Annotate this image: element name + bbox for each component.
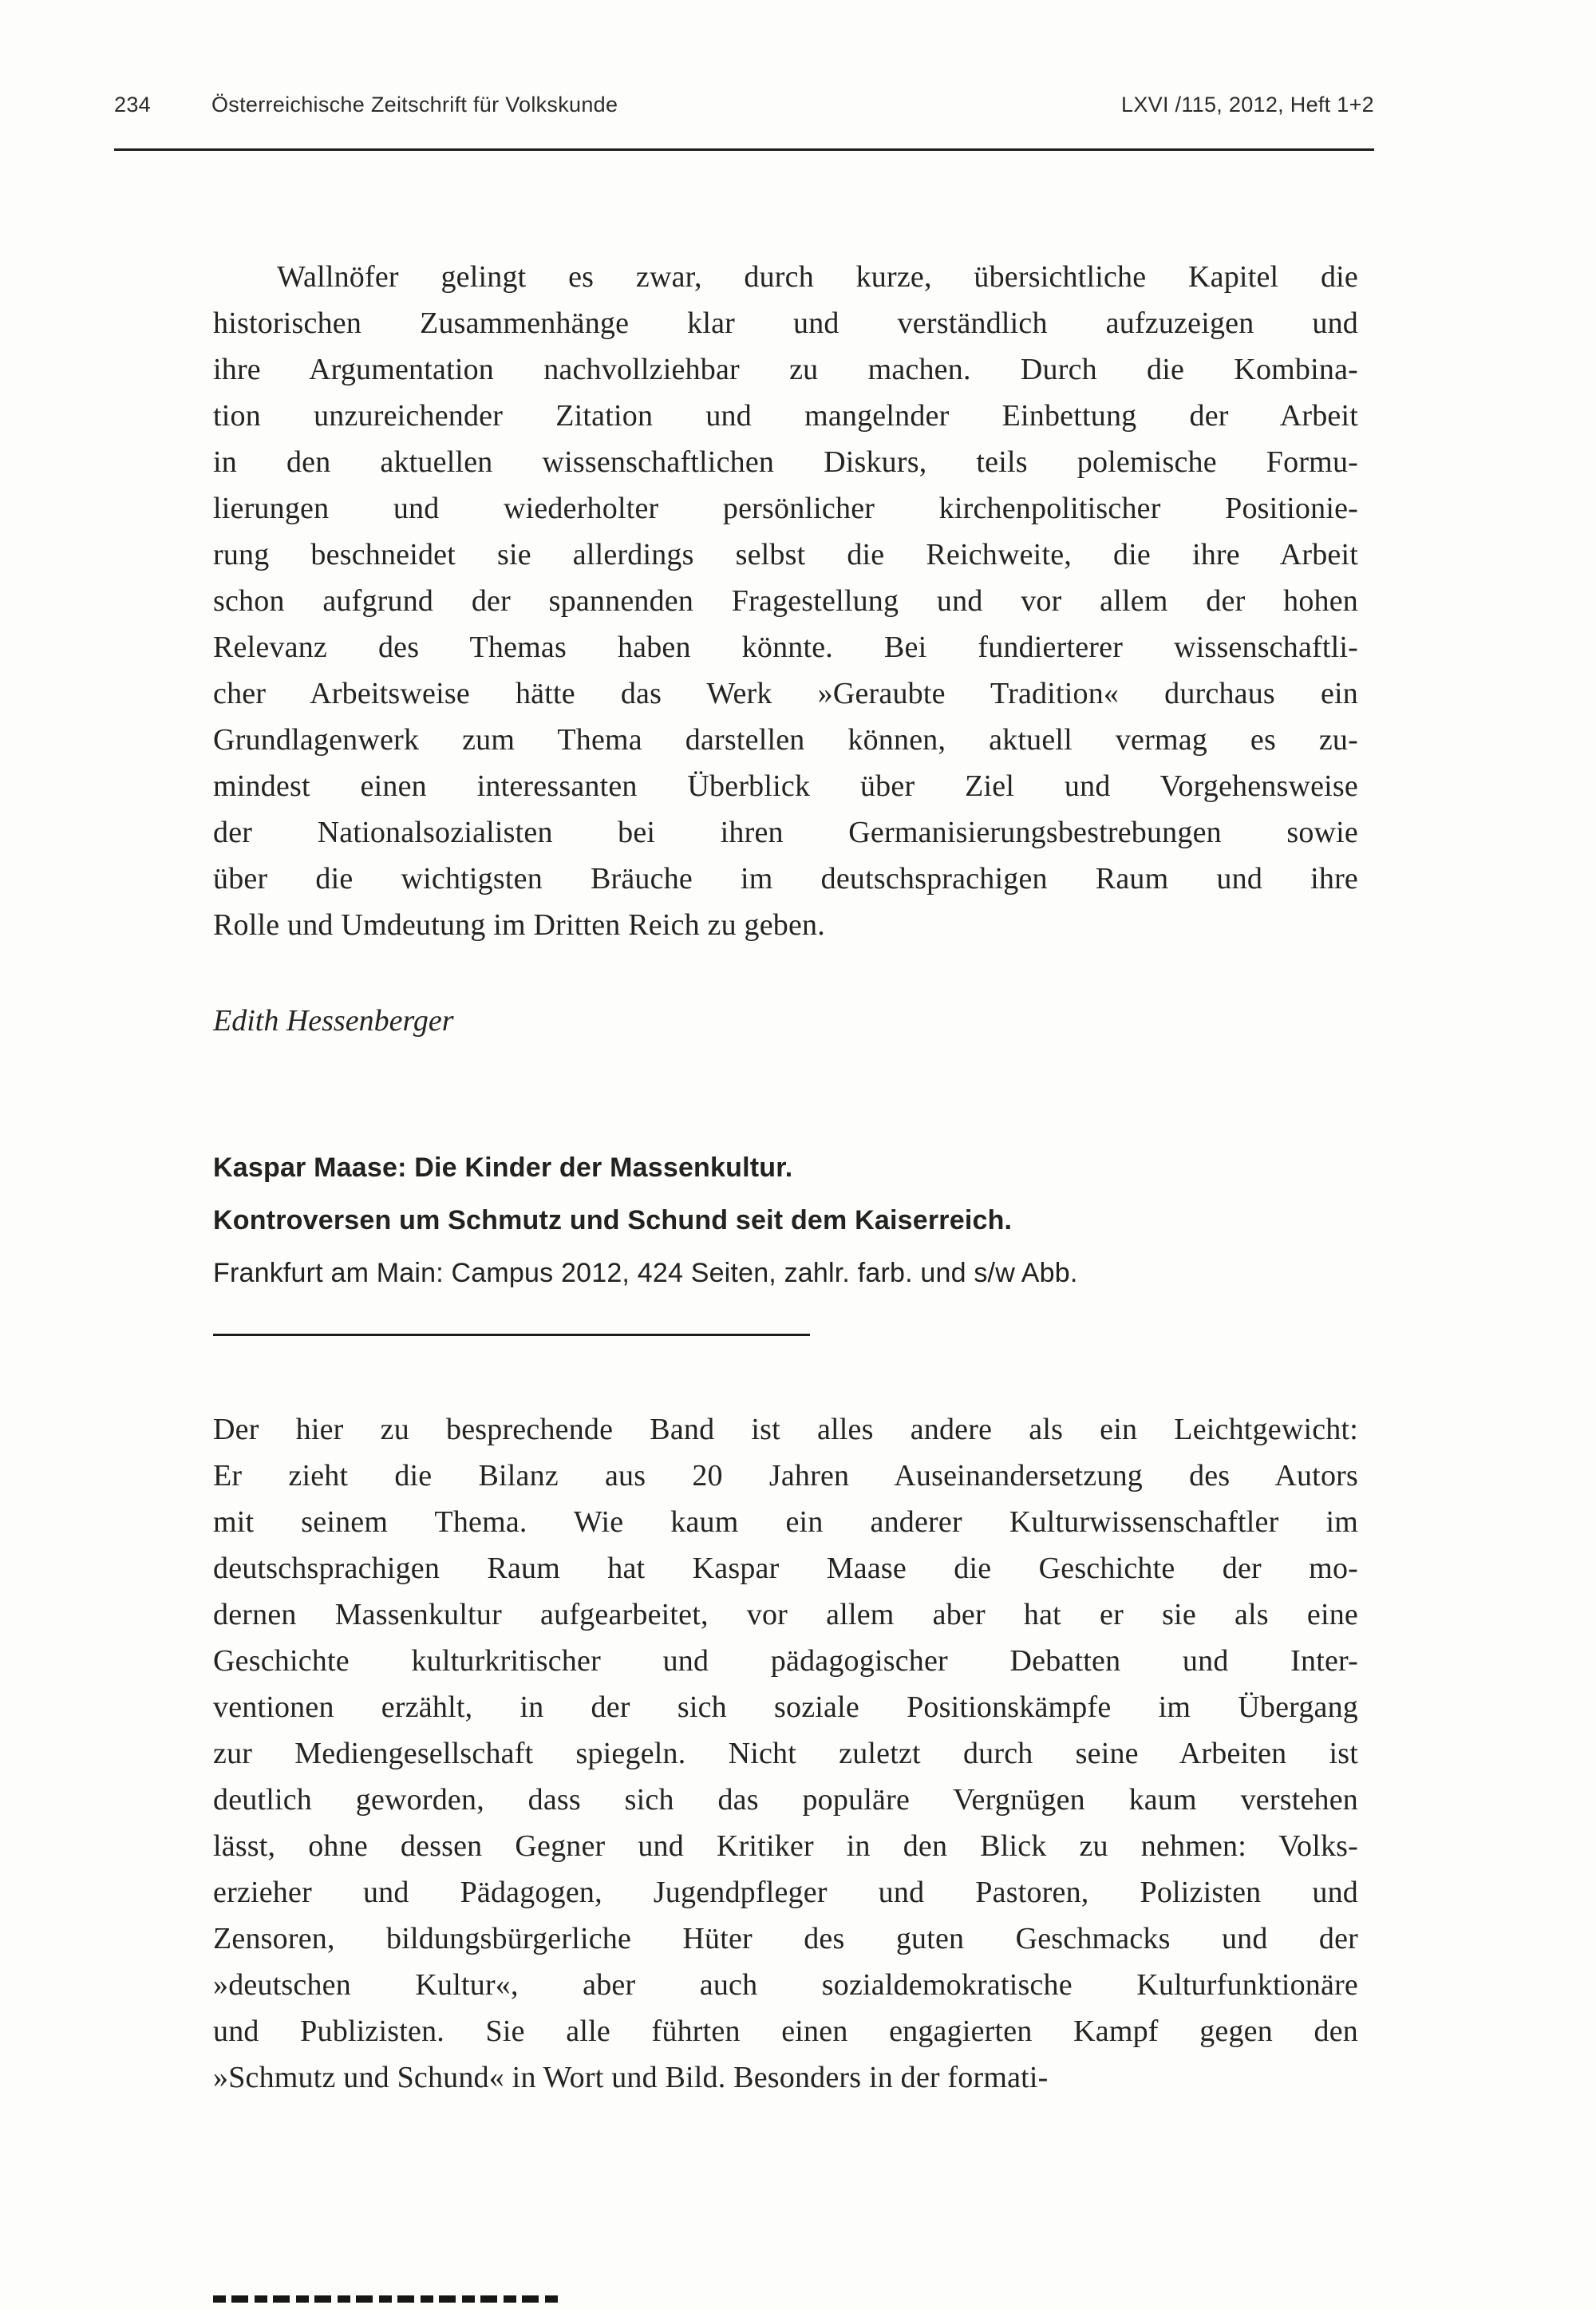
reviewer-byline: Edith Hessenberger — [213, 1004, 454, 1038]
paragraph-line: dernen Massenkultur aufgearbeitet, vor allem aber hat er sie als eine — [213, 1598, 1358, 1631]
paragraph-line: zur Mediengesellschaft spiegeln. Nicht zuletzt durch seine Arbeiten ist — [213, 1737, 1358, 1770]
paragraph-line: lässt, ohne dessen Gegner und Kritiker in den Blick zu nehmen: Volks- — [213, 1829, 1358, 1863]
issue-info: LXVI /115, 2012, Heft 1+2 — [1121, 93, 1374, 117]
book-citation — [213, 1141, 1358, 1299]
paragraph-line: rung beschneidet sie allerdings selbst die Reichweite, die ihre Arbeit — [213, 538, 1358, 571]
paragraph-line: »Schmutz und Schund« in Wort und Bild. Besonders in der formati- — [213, 2061, 1049, 2094]
paragraph-line: historischen Zusammenhänge klar und verständlich aufzuzeigen und — [213, 306, 1358, 340]
paragraph-line: Relevanz des Themas haben könnte. Bei fundierterer wissenschaftli- — [213, 631, 1358, 664]
page-number: 234 — [114, 93, 151, 117]
paragraph-line: über die wichtigsten Bräuche im deutschsprachigen Raum und ihre — [213, 862, 1358, 896]
paragraph-line: ihre Argumentation nachvollziehbar zu machen. Durch die Kombina- — [213, 353, 1358, 386]
paragraph-line: deutlich geworden, dass sich das populäre Vergnügen kaum verstehen — [213, 1783, 1358, 1817]
book-title-line-1: Kaspar Maase: Die Kinder der Massenkultur. — [213, 1153, 793, 1183]
header-rule — [114, 148, 1374, 151]
citation-rule — [213, 1334, 810, 1336]
paragraph-line: lierungen und wiederholter persönlicher kirchenpolitischer Positionie- — [213, 492, 1358, 525]
paragraph-line: cher Arbeitsweise hätte das Werk »Geraubte Tradition« durchaus ein — [213, 677, 1358, 710]
journal-title: Österreichische Zeitschrift für Volkskunde — [211, 93, 618, 117]
paragraph-line: Geschichte kulturkritischer und pädagogischer Debatten und Inter- — [213, 1644, 1358, 1678]
paragraph-line: Zensoren, bildungsbürgerliche Hüter des guten Geschmacks und der — [213, 1922, 1358, 1955]
paragraph-line: ventionen erzählt, in der sich soziale Positionskämpfe im Übergang — [213, 1690, 1358, 1724]
paragraph-line: der Nationalsozialisten bei ihren Germanisierungsbestrebungen sowie — [213, 816, 1358, 849]
book-title-line-2: Kontroversen um Schmutz und Schund seit dem Kaiserreich. — [213, 1205, 1013, 1236]
paragraph-line: erzieher und Pädagogen, Jugendpfleger und Pastoren, Polizisten und — [213, 1876, 1358, 1909]
paragraph-line: und Publizisten. Sie alle führten einen engagierten Kampf gegen den — [213, 2014, 1358, 2048]
paragraph-line: Der hier zu besprechende Band ist alles andere als ein Leichtgewicht: — [213, 1413, 1358, 1446]
running-head — [114, 93, 1374, 117]
book-imprint: Frankfurt am Main: Campus 2012, 424 Seiten, zahlr. farb. und s/w Abb. — [213, 1258, 1078, 1288]
paragraph-line: tion unzureichender Zitation und mangelnder Einbettung der Arbeit — [213, 399, 1358, 433]
paragraph-line: mindest einen interessanten Überblick über Ziel und Vorgehensweise — [213, 769, 1358, 803]
review-body-paragraph — [213, 1406, 1358, 2101]
review-end-paragraph — [213, 254, 1358, 948]
paragraph-line: schon aufgrund der spannenden Fragestellung und vor allem der hohen — [213, 584, 1358, 618]
paragraph-line: Rolle und Umdeutung im Dritten Reich zu geben. — [213, 908, 825, 942]
paragraph-line: »deutschen Kultur«, aber auch sozialdemokratische Kulturfunktionäre — [213, 1968, 1358, 2002]
paragraph-line: mit seinem Thema. Wie kaum ein anderer Kulturwissenschaftler im — [213, 1505, 1358, 1539]
paragraph-line: in den aktuellen wissenschaftlichen Diskurs, teils polemische Formu- — [213, 445, 1358, 479]
paragraph-line: Grundlagenwerk zum Thema darstellen können, aktuell vermag es zu- — [213, 723, 1358, 757]
paragraph-line: Wallnöfer gelingt es zwar, durch kurze, übersichtliche Kapitel die — [277, 260, 1358, 294]
paragraph-line: deutschsprachigen Raum hat Kaspar Maase die Geschichte der mo- — [213, 1552, 1358, 1585]
paragraph-line: Er zieht die Bilanz aus 20 Jahren Auseinandersetzung des Autors — [213, 1459, 1358, 1493]
cropped-next-line — [213, 2295, 558, 2303]
